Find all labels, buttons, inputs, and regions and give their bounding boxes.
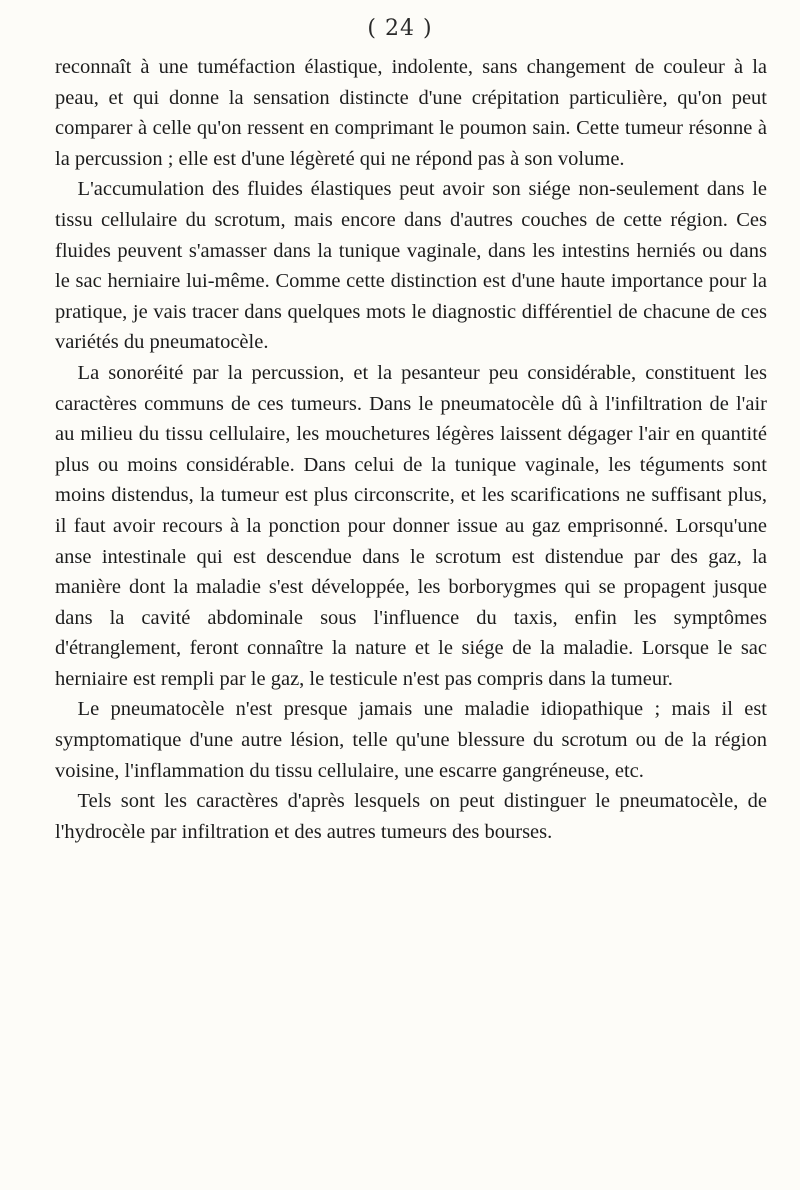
- paragraph-4: Le pneumatocèle n'est presque jamais une maladie idiopathique ; mais il est symptomatique d'une autre lésion, telle qu'une blessure du scrotum ou de la région voisine, l'inflammation du tissu cellulaire, une escarre gangréneuse, etc.: [55, 698, 767, 782]
- paragraph-1: reconnaît à une tuméfaction élastique, indolente, sans changement de couleur à la peau, et qui donne la sensation distincte d'une crépitation particulière, qu'on peut comparer à celle qu'on ressent en comprimant le poumon sain. Cette tumeur résonne à la percussion ; elle est d'une légèreté qui ne répond pas à son volume.: [55, 56, 767, 170]
- paragraph-2: L'accumulation des fluides élastiques peut avoir son siége non-seulement dans le tissu cellulaire du scrotum, mais encore dans d'autres couches de cette région. Ces fluides peuvent s'amasser dans la tunique vaginale, dans les intestins herniés ou dans le sac herniaire lui-même. Comme cette distinction est d'une haute importance pour la pratique, je vais tracer dans quelques mots le diagnostic différentiel de chacune de ces variétés du pneumatocèle.: [55, 178, 767, 354]
- page-number: ( 24 ): [367, 16, 433, 41]
- paragraph-5: Tels sont les caractères d'après lesquels on peut distinguer le pneumatocèle, de l'hydrocèle par infiltration et des autres tumeurs des bourses.: [55, 790, 767, 843]
- paragraph-3: La sonoréité par la percussion, et la pesanteur peu considérable, constituent les caractères communs de ces tumeurs. Dans le pneumatocèle dû à l'infiltration de l'air au milieu du tissu cellulaire, les mouchetures légères laissent dégager l'air en quantité plus ou moins considérable. Dans celui de la tunique vaginale, les téguments sont moins distendus, la tumeur est plus circonscrite, et les scarifications ne suffisant plus, il faut avoir recours à la ponction pour donner issue au gaz emprisonné. Lorsqu'une anse intestinale qui est descendue dans le scrotum est distendue par des gaz, la manière dont la maladie s'est développée, les borborygmes qui se propagent jusque dans la cavité abdominale sous l'influence du taxis, enfin les symptômes d'étranglement, feront connaître la nature et le siége de la maladie. Lorsque le sac herniaire est rempli par le gaz, le testicule n'est pas compris dans la tumeur.: [55, 361, 767, 690]
- body-text: [55, 52, 767, 847]
